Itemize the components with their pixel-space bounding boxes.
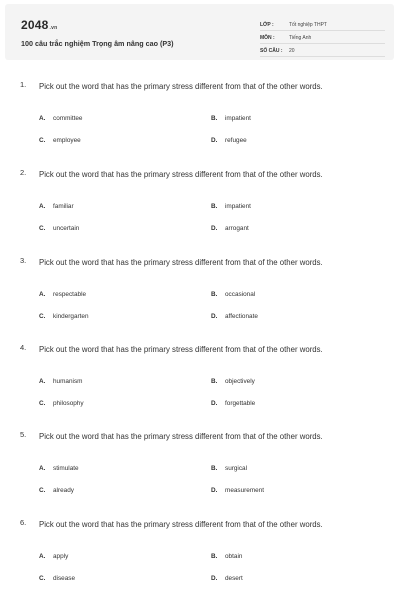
option-letter: A. [39,115,46,122]
option-c[interactable] [39,400,84,407]
option-text: impatient [225,115,251,122]
option-letter: A. [39,553,46,560]
option-text: surgical [225,465,248,472]
meta-row-subject [260,34,385,44]
meta-row-count [260,47,385,57]
question-number: 4. [20,343,27,352]
option-letter: B. [211,115,218,122]
option-text: impatient [225,203,251,210]
option-c[interactable] [39,487,74,494]
option-letter: C. [39,137,46,144]
option-letter: B. [211,553,218,560]
question-number: 6. [20,518,27,527]
question-number: 3. [20,256,27,265]
option-d[interactable] [211,225,249,232]
option-letter: B. [211,203,218,210]
option-letter: C. [39,487,46,494]
option-text: forgettable [225,400,256,407]
option-d[interactable] [211,137,247,144]
option-text: humanism [53,378,83,385]
option-c[interactable] [39,313,89,320]
option-text: obtain [225,553,243,560]
option-text: uncertain [53,225,80,232]
option-b[interactable] [211,378,255,385]
option-text: philosophy [53,400,84,407]
option-letter: D. [211,575,218,582]
meta-value: Tiếng Anh [289,35,312,41]
option-a[interactable] [39,553,68,560]
question-text: Pick out the word that has the primary stress different from that of the other words. [39,432,323,441]
option-text: already [53,487,74,494]
option-b[interactable] [211,553,242,560]
option-letter: A. [39,203,46,210]
option-a[interactable] [39,115,82,122]
question-text: Pick out the word that has the primary stress different from that of the other words. [39,82,323,91]
meta-label: MÔN : [260,35,275,41]
option-text: measurement [225,487,265,494]
header-card [5,4,394,60]
question-text: Pick out the word that has the primary stress different from that of the other words. [39,170,323,179]
option-letter: C. [39,313,46,320]
option-a[interactable] [39,203,74,210]
option-letter: C. [39,575,46,582]
meta-row-class [260,21,385,31]
option-text: familiar [53,203,74,210]
option-text: desert [225,575,243,582]
option-text: apply [53,553,69,560]
option-letter: D. [211,487,218,494]
question-text: Pick out the word that has the primary stress different from that of the other words. [39,520,323,529]
option-text: disease [53,575,76,582]
meta-label: SỐ CÂU : [260,48,283,54]
option-d[interactable] [211,313,258,320]
option-b[interactable] [211,203,251,210]
option-letter: C. [39,225,46,232]
option-letter: A. [39,465,46,472]
option-d[interactable] [211,575,243,582]
option-letter: C. [39,400,46,407]
meta-label: LỚP : [260,22,274,28]
option-b[interactable] [211,291,255,298]
option-letter: B. [211,378,218,385]
option-b[interactable] [211,115,251,122]
logo-text: 2048 [21,18,49,32]
option-letter: D. [211,225,218,232]
option-letter: B. [211,465,218,472]
option-text: objectively [225,378,255,385]
option-text: refugee [225,137,247,144]
document-title: 100 câu trắc nghiệm Trọng âm nâng cao (P3) [21,39,174,48]
logo-suffix: .vn [49,25,58,31]
option-text: arrogant [225,225,249,232]
option-a[interactable] [39,291,86,298]
option-text: committee [53,115,83,122]
option-a[interactable] [39,465,79,472]
option-text: stimulate [53,465,79,472]
option-letter: D. [211,313,218,320]
option-a[interactable] [39,378,82,385]
question-number: 5. [20,430,27,439]
option-letter: A. [39,291,46,298]
question-text: Pick out the word that has the primary stress different from that of the other words. [39,258,323,267]
option-c[interactable] [39,137,81,144]
option-letter: B. [211,291,218,298]
meta-value: 20 [289,48,295,54]
site-logo[interactable] [21,18,57,32]
option-text: kindergarten [53,313,89,320]
question-text: Pick out the word that has the primary stress different from that of the other words. [39,345,323,354]
question-number: 1. [20,80,27,89]
option-c[interactable] [39,225,79,232]
option-letter: D. [211,400,218,407]
question-number: 2. [20,168,27,177]
option-text: respectable [53,291,87,298]
option-text: occasional [225,291,256,298]
option-text: affectionate [225,313,258,320]
option-text: employee [53,137,81,144]
option-d[interactable] [211,400,255,407]
option-letter: D. [211,137,218,144]
option-letter: A. [39,378,46,385]
option-c[interactable] [39,575,75,582]
meta-value: Tốt nghiệp THPT [289,22,327,28]
option-b[interactable] [211,465,247,472]
option-d[interactable] [211,487,264,494]
